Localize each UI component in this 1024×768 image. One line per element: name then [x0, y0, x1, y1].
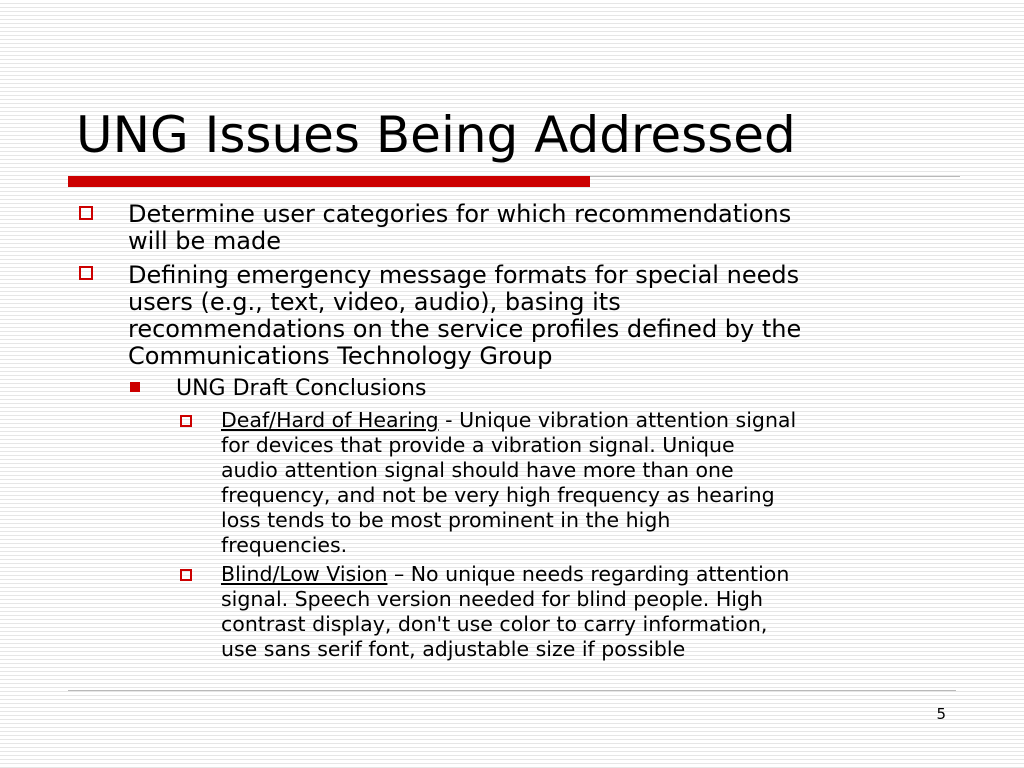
hollow-square-bullet-icon — [79, 206, 93, 220]
bullet-2-line-2: users (e.g., text, video, audio), basing its — [128, 288, 621, 316]
blind-low-vision-text: – No unique needs regarding attention — [387, 562, 790, 586]
deaf-hard-of-hearing-text: - Unique vibration attention signal — [438, 408, 797, 432]
bullet-1-line-2: will be made — [128, 227, 281, 255]
slide-title: UNG Issues Being Addressed — [76, 106, 796, 164]
deaf-hard-of-hearing-line-1 — [221, 408, 796, 433]
blind-low-vision-line-1 — [221, 562, 789, 587]
deaf-hard-of-hearing-line-2: for devices that provide a vibration signal. Unique — [221, 433, 735, 457]
footer-divider — [68, 690, 956, 691]
deaf-hard-of-hearing-line-4: frequency, and not be very high frequency as hearing — [221, 483, 775, 507]
deaf-hard-of-hearing-label: Deaf/Hard of Hearing — [221, 408, 439, 432]
title-underline-red — [68, 176, 590, 187]
bullet-2-line-4: Communications Technology Group — [128, 342, 553, 370]
page-number: 5 — [936, 705, 946, 723]
bullet-1-line-1: Determine user categories for which recommendations — [128, 200, 792, 228]
title-underline-gray — [590, 176, 960, 177]
bullet-2-line-3: recommendations on the service profiles defined by the — [128, 315, 802, 343]
filled-square-bullet-icon — [130, 382, 140, 392]
deaf-hard-of-hearing-line-6: frequencies. — [221, 533, 348, 557]
blind-low-vision-label: Blind/Low Vision — [221, 562, 388, 586]
hollow-square-bullet-icon — [79, 266, 93, 280]
blind-low-vision-line-2: signal. Speech version needed for blind people. High — [221, 587, 763, 611]
blind-low-vision-line-4: use sans serif font, adjustable size if possible — [221, 637, 686, 661]
blind-low-vision-line-3: contrast display, don't use color to carry information, — [221, 612, 768, 636]
deaf-hard-of-hearing-line-3: audio attention signal should have more than one — [221, 458, 734, 482]
sub-bullet-draft-conclusions: UNG Draft Conclusions — [176, 376, 427, 401]
hollow-square-bullet-icon — [180, 569, 192, 581]
deaf-hard-of-hearing-line-5: loss tends to be most prominent in the high — [221, 508, 671, 532]
bullet-2-line-1: Defining emergency message formats for special needs — [128, 261, 800, 289]
hollow-square-bullet-icon — [180, 415, 192, 427]
